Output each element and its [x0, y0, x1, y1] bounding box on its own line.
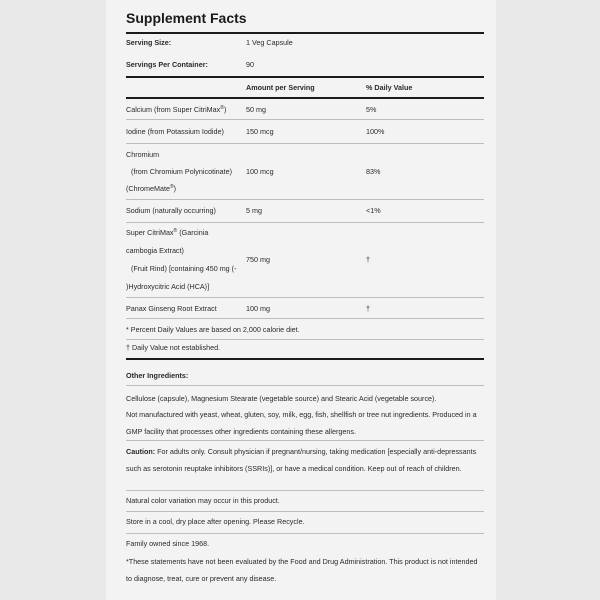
nutrient-amount: 150 mcg	[246, 127, 274, 136]
nutrient-dv: †	[366, 304, 370, 313]
nutrient-name-iodine: Iodine (from Potassium Iodide)	[126, 127, 224, 136]
divider	[126, 143, 484, 144]
other-ingredients-label: Other Ingredients:	[126, 371, 189, 380]
nutrient-dv: <1%	[366, 206, 381, 215]
nutrient-dv: †	[366, 255, 370, 264]
storage-note: Store in a cool, dry place after opening. Please Recycle.	[126, 517, 305, 526]
color-variation-note: Natural color variation may occur in this product.	[126, 496, 280, 505]
divider	[126, 222, 484, 223]
nutrient-amount: 50 mg	[246, 105, 266, 114]
caution-label: Caution:	[126, 447, 156, 456]
nutrient-name-chromium: Chromium	[126, 150, 160, 159]
serving-size-label: Serving Size:	[126, 38, 172, 47]
nutrient-amount: 100 mg	[246, 304, 270, 313]
allergen-statement: Not manufactured with yeast, wheat, gluten, soy, milk, egg, fish, shellfish or tree nut ingredients. Produced in a GMP facility that processes other ingredients containing these allergens.	[126, 410, 477, 436]
nutrient-name-citrimax-line4: )Hydroxycitric Acid (HCA)]	[126, 282, 210, 291]
nutrient-amount: 100 mcg	[246, 167, 274, 176]
divider	[126, 358, 484, 360]
divider	[126, 97, 484, 99]
nutrient-name-sodium: Sodium (naturally occurring)	[126, 206, 216, 215]
divider	[126, 318, 484, 319]
nutrient-name-ginseng: Panax Ginseng Root Extract	[126, 304, 217, 313]
amount-header: Amount per Serving	[246, 83, 315, 92]
divider	[126, 533, 484, 534]
nutrient-amount: 750 mg	[246, 255, 270, 264]
nutrient-name-citrimax: Super CitriMax® (Garcinia	[126, 228, 209, 237]
nutrient-dv: 100%	[366, 127, 385, 136]
divider	[126, 385, 484, 386]
other-ingredients-text: Cellulose (capsule), Magnesium Stearate (vegetable source) and Stearic Acid (vegetable source).	[126, 394, 437, 403]
nutrient-amount: 5 mg	[246, 206, 262, 215]
divider	[126, 76, 484, 78]
supplement-facts-title: Supplement Facts	[126, 10, 247, 26]
servings-label: Servings Per Container:	[126, 60, 208, 69]
nutrient-name-chromium-source: (from Chromium Polynicotinate)	[131, 167, 233, 176]
serving-size-value: 1 Veg Capsule	[246, 38, 293, 47]
divider	[126, 119, 484, 120]
divider	[126, 32, 484, 34]
nutrient-dv: 5%	[366, 105, 377, 114]
fda-disclaimer: *These statements have not been evaluated by the Food and Drug Administration. This product is not intended to diagnose, treat, cure or prevent any disease.	[126, 557, 478, 583]
caution-statement: Caution: For adults only. Consult physician if pregnant/nursing, taking medication [especially anti-depressants such as serotonin reuptake inhibitors (SSRIs)], or have a medical condition. Keep out of reach of children.	[126, 447, 477, 473]
divider	[126, 199, 484, 200]
nutrient-dv: 83%	[366, 167, 381, 176]
nutrient-name-citrimax-line2: cambogia Extract)	[126, 246, 184, 255]
divider	[126, 490, 484, 491]
divider	[126, 511, 484, 512]
divider	[126, 339, 484, 340]
divider	[126, 297, 484, 298]
divider	[126, 440, 484, 441]
family-owned-note: Family owned since 1968.	[126, 539, 210, 548]
daily-value-header: % Daily Value	[366, 83, 413, 92]
nutrient-name-citrimax-line3: (Fruit Rind) [containing 450 mg (-	[131, 264, 237, 273]
footnote-percent-dv: * Percent Daily Values are based on 2,000 calorie diet.	[126, 325, 300, 334]
nutrient-name-chromium-brand: (ChromeMate®)	[126, 184, 177, 193]
nutrient-name-calcium: Calcium (from Super CitriMax®)	[126, 105, 227, 114]
servings-value: 90	[246, 60, 254, 69]
footnote-dv-not-established: † Daily Value not established.	[126, 343, 221, 352]
